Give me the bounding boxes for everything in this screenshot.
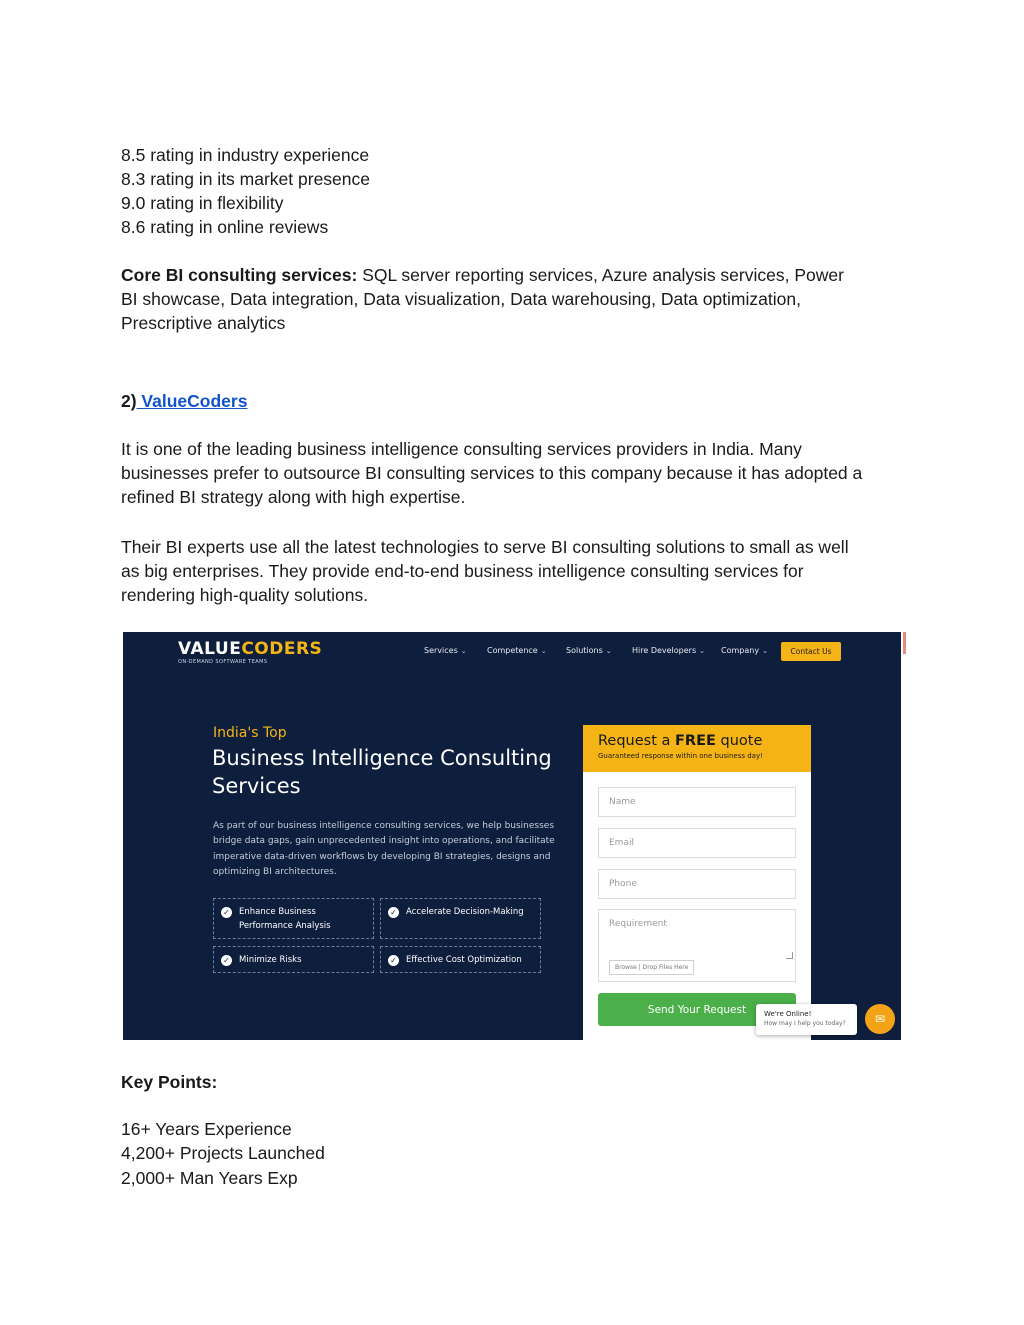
nav-competence[interactable] — [487, 646, 547, 655]
paragraph-2-line-3: rendering high-quality solutions. — [121, 585, 369, 605]
core-services-line-2: BI showcase, Data integration, Data visualization, Data warehousing, Data optimization, — [121, 289, 801, 309]
section-number: 2) — [121, 391, 137, 411]
valuecoders-link[interactable]: ValueCoders — [136, 391, 248, 411]
logo-text-coders: CODERS — [241, 639, 323, 659]
quote-form-subtitle: Guaranteed response within one business day! — [598, 752, 763, 760]
key-point-years: 16+ Years Experience — [121, 1119, 292, 1139]
nav-company-label: Company — [721, 646, 760, 655]
feature-card — [380, 946, 541, 973]
rating-industry-experience: 8.5 rating in industry experience — [121, 145, 370, 165]
scrollbar-marker — [903, 632, 906, 654]
quote-form-header — [583, 725, 811, 772]
check-circle-icon: ✓ — [221, 955, 232, 966]
feature-label: Minimize Risks — [239, 955, 302, 965]
nav-hire-developers[interactable] — [632, 646, 705, 655]
paragraph-1-line-1: It is one of the leading business intelligence consulting services providers in India. Many — [121, 439, 802, 459]
paragraph-1-line-3: refined BI strategy along with high expertise. — [121, 487, 466, 507]
paragraph-1-line-2: businesses prefer to outsource BI consulting services to this company because it has adopted a — [121, 463, 863, 483]
hero-description: As part of our business intelligence consulting services, we help businesses bridge data gaps, gain unprecedented insight into operations, and facilitate imperative data-driven workflows by developing BI strategies, designs and optimizing BI architectures. — [213, 821, 555, 877]
feature-label: Performance Analysis — [239, 921, 331, 931]
chat-icon[interactable]: ✉ — [865, 1004, 895, 1034]
send-request-button[interactable]: Send Your Request — [598, 993, 796, 1026]
phone-input[interactable]: Phone — [598, 869, 796, 899]
contact-us-button[interactable]: Contact Us — [781, 642, 841, 661]
key-point-projects: 4,200+ Projects Launched — [121, 1143, 325, 1163]
feature-label: Effective Cost Optimization — [406, 955, 522, 965]
chevron-down-icon: ⌄ — [605, 647, 612, 655]
chat-status: We're Online! — [764, 1010, 812, 1018]
check-circle-icon: ✓ — [388, 907, 399, 918]
valuecoders-logo — [178, 640, 322, 665]
hero-title-line-2: Services — [212, 774, 301, 798]
key-points-title: Key Points: — [121, 1072, 218, 1092]
feature-card — [380, 898, 541, 939]
file-drop-button[interactable]: Browse | Drop Files Here — [609, 960, 694, 975]
nav-solutions[interactable] — [566, 646, 612, 655]
chevron-down-icon: ⌄ — [762, 647, 768, 655]
hero-title — [212, 744, 552, 800]
feature-card — [213, 946, 374, 973]
rating-market-presence: 8.3 rating in its market presence — [121, 169, 371, 189]
name-input[interactable]: Name — [598, 787, 796, 817]
check-circle-icon: ✓ — [388, 955, 399, 966]
feature-label: Enhance Business — [239, 907, 316, 917]
chat-prompt: How may I help you today? — [764, 1020, 846, 1027]
chat-popup[interactable] — [756, 1004, 857, 1035]
requirement-textarea[interactable] — [598, 909, 796, 982]
resize-handle-icon[interactable] — [786, 952, 793, 959]
logo-tagline: ON-DEMAND SOFTWARE TEAMS — [178, 659, 268, 665]
chevron-down-icon: ⌄ — [460, 647, 467, 655]
check-circle-icon: ✓ — [221, 907, 232, 918]
key-point-man-years: 2,000+ Man Years Exp — [121, 1168, 298, 1188]
section-heading — [121, 389, 247, 413]
quote-form — [583, 725, 811, 1040]
feature-label: Accelerate Decision-Making — [406, 907, 524, 917]
form-title-free: FREE — [675, 733, 716, 749]
core-services-line-1 — [121, 263, 844, 287]
requirement-placeholder: Requirement — [609, 919, 667, 929]
email-input[interactable]: Email — [598, 828, 796, 858]
hero-eyebrow: India's Top — [213, 725, 287, 741]
chevron-down-icon: ⌄ — [540, 647, 547, 655]
nav-services[interactable] — [424, 646, 467, 655]
form-title-text: Request a — [598, 733, 676, 749]
quote-form-title — [598, 733, 811, 750]
form-title-text: quote — [715, 733, 763, 749]
nav-solutions-label: Solutions — [566, 646, 603, 655]
nav-company[interactable] — [721, 646, 768, 655]
nav-services-label: Services — [424, 646, 458, 655]
feature-card — [213, 898, 374, 939]
hero-title-line-1: Business Intelligence Consulting — [212, 746, 552, 770]
paragraph-2-line-1: Their BI experts use all the latest technologies to serve BI consulting solutions to small as well — [121, 537, 849, 557]
core-services-text: SQL server reporting services, Azure analysis services, Power — [357, 265, 844, 285]
chevron-down-icon: ⌄ — [699, 647, 706, 655]
logo-text-value: VALUE — [178, 639, 242, 659]
valuecoders-screenshot — [123, 632, 901, 1040]
rating-online-reviews: 8.6 rating in online reviews — [121, 217, 329, 237]
core-services-label: Core BI consulting services: — [121, 265, 358, 285]
nav-competence-label: Competence — [487, 646, 538, 655]
core-services-line-3: Prescriptive analytics — [121, 313, 286, 333]
rating-flexibility: 9.0 rating in flexibility — [121, 193, 284, 213]
nav-hire-developers-label: Hire Developers — [632, 646, 697, 655]
paragraph-2-line-2: as big enterprises. They provide end-to-end business intelligence consulting services for — [121, 561, 804, 581]
